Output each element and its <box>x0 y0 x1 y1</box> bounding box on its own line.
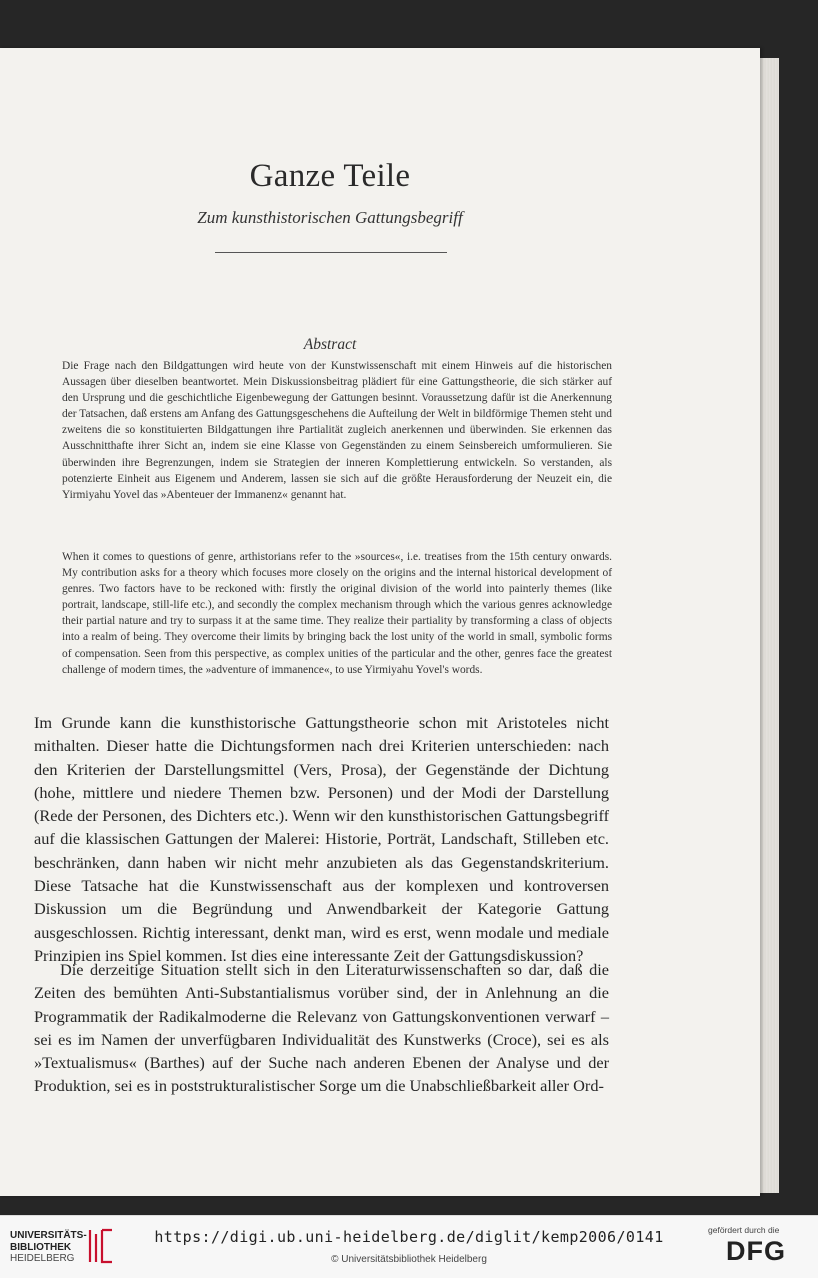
logo-line-2: BIBLIOTHEK <box>10 1241 72 1253</box>
abstract-heading: Abstract <box>303 336 357 353</box>
page-title: Ganze Teile <box>249 158 411 194</box>
dfg-logo[interactable]: DFG <box>726 1236 786 1266</box>
copyright-notice: © Universitätsbibliothek Heidelberg <box>331 1254 487 1265</box>
funding-caption: gefördert durch die <box>708 1225 780 1235</box>
abstract-english: When it comes to questions of genre, arthistorians refer to the »sources«, i.e. treatises from the 15th century onwards. My contribution asks for a theory which focuses more closely on the origins and the internal historical development of genres. Two factors have to be reckoned with: firstly the original division of the world into painterly themes (like portrait, landscape, still-life etc.), and secondly the complex mechanism through which the various genres acknowledge their partial nature and try to surpass it at the same time. They realize their partiality by transforming a class of objects into a realm of being. They overcome their limits by bringing back the lost unity of the world in small, symbolic forms of compensation. Seen from this perspective, as complex unities of the particular and the other, genres face the greatest challenge of modern times, the »adventure of immanence«, to use Yirmiyahu Yovel's words. <box>62 551 612 676</box>
body-paragraph-2: Die derzeitige Situation stellt sich in den Literaturwissenschaften so dar, daß die Zeiten des bemühten Anti-Substantialismus vorüber sind, der in Anlehnung an die Programmatik der Radikalmoderne die Relevanz von Gattungskonventionen verwarf – sei es im Namen der unverfügbaren Individualität des Kunstwerks (Croce), sei es als »Textualismus« (Barthes) auf der Suche nach anderen Ebenen der Analyse und der Produktion, sei es in poststrukturalistischer Sorge um die Unabschließbarkeit aller Ord- <box>34 960 609 1096</box>
book-page <box>0 48 760 1196</box>
viewer-footer <box>0 1215 818 1278</box>
logo-line-3: HEIDELBERG <box>10 1253 75 1264</box>
body-paragraph-1: Im Grunde kann die kunsthistorische Gattungstheorie schon mit Aristoteles nicht mithalten. Dieser hatte die Dichtungsformen nach drei Kriterien unterschieden: nach den Kriterien der Darstellungsmittel (Vers, Prosa), der Gegenstände der Dichtung (hohe, mittlere und niedere Themen bzw. Personen) und der Modi der Darstellung (Rede der Personen, des Dichters etc.). Wenn wir den kunsthistorischen Gattungsbegriff auf die klassischen Gattungen der Malerei: Historie, Porträt, Landschaft, Stilleben etc. beschränken, dann haben wir nicht mehr anzubieten als das Gegenstandskriterium. Diese Tatsache hat die Kunstwissenschaft aus der komplexen und kontroversen Diskussion um die Begründung und Anwendbarkeit der Kategorie Gattung ausgeschlossen. Richtig interessant, denkt man, wird es erst, wenn modale und mediale Prinzipien ins Spiel kommen. Ist dies eine interessante Zeit der Gattungsdiskussion? <box>34 713 609 965</box>
logo-line-1: UNIVERSITÄTS- <box>10 1230 87 1241</box>
title-divider <box>215 252 447 253</box>
permalink-url[interactable]: https://digi.ub.uni-heidelberg.de/diglit/kemp2006/0141 <box>154 1228 664 1246</box>
abstract-german: Die Frage nach den Bildgattungen wird heute von der Kunstwissenschaft mit einem Hinweis auf die historischen Aussagen über dieselben beantwortet. Mein Diskussionsbeitrag plädiert für eine Gattungstheorie, die sich stärker auf den Ursprung und die geschichtliche Eigenbewegung der Gattungen besinnt. Voraussetzung dafür ist die Anerkennung der Tatsachen, daß erstens am Anfang des Gattungsgeschehens die Aufteilung der Welt in bildförmige Themen steht und zweitens die so konstituierten Bildgattungen ihre Partialität zugleich anerkennen und überwinden. Sie erkennen das Ausschnitthafte ihrer Sicht an, indem sie eine Klasse von Gegenständen zu einem Seinsbereich umformulieren. Sie überwinden ihre Begrenzungen, indem sie Strategien der inneren Komplettierung entwickeln. So verstanden, als potenzierte Einheit aus Eigenem und Anderem, lassen sie sich auf die größte Herausforderung der Neuzeit ein, die Yirmiyahu Yovel das »Abenteuer der Immanenz« genannt hat. <box>62 360 612 501</box>
page-subtitle: Zum kunsthistorischen Gattungsbegriff <box>197 208 463 227</box>
